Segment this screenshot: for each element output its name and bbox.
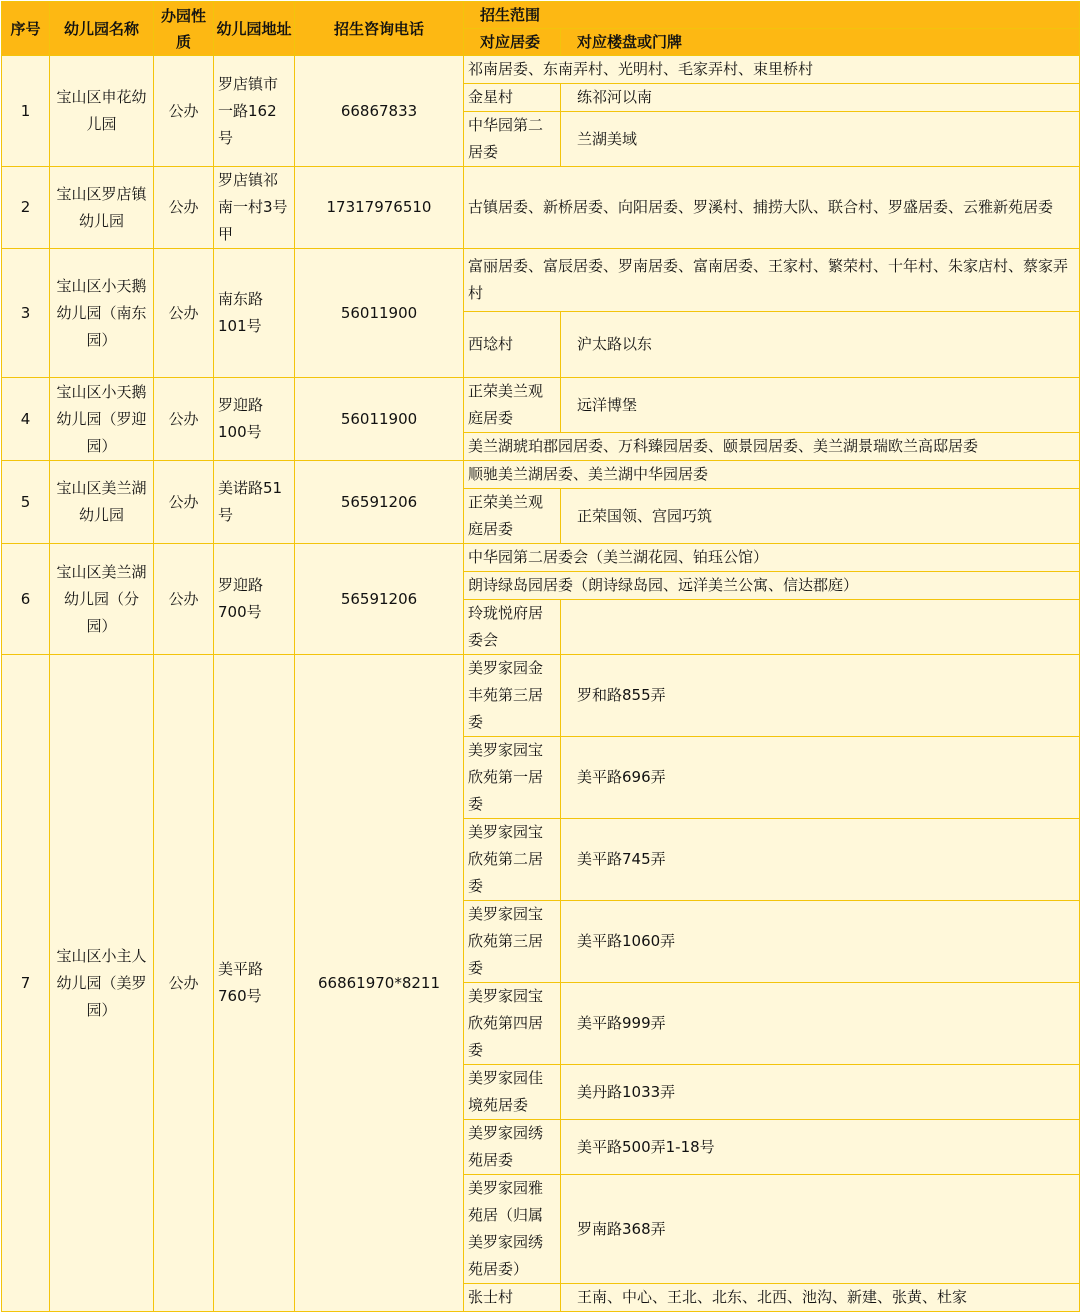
- cell-committee: 金星村: [464, 84, 561, 112]
- enrollment-table: [1, 1, 1080, 1312]
- cell-committee: 美罗家园宝欣苑第四居委: [464, 983, 561, 1065]
- cell-building: 罗南路368弄: [561, 1175, 1080, 1284]
- cell-building: 美平路999弄: [561, 983, 1080, 1065]
- cell-nature: 公办: [154, 56, 214, 167]
- cell-phone: 66867833: [295, 56, 464, 167]
- cell-committee: 美罗家园佳境苑居委: [464, 1065, 561, 1120]
- cell-building: 美丹路1033弄: [561, 1065, 1080, 1120]
- cell-no: 3: [2, 249, 50, 378]
- header-address: 幼儿园地址: [214, 2, 295, 56]
- cell-phone: 56591206: [295, 544, 464, 655]
- cell-scope-full: 顺驰美兰湖居委、美兰湖中华园居委: [464, 461, 1080, 489]
- cell-phone: 56011900: [295, 378, 464, 461]
- cell-building: [561, 600, 1080, 655]
- cell-scope-full: 中华园第二居委会（美兰湖花园、铂珏公馆）: [464, 544, 1080, 572]
- cell-committee: 正荣美兰观庭居委: [464, 378, 561, 433]
- cell-committee: 美罗家园宝欣苑第三居委: [464, 901, 561, 983]
- cell-building: 美平路500弄1-18号: [561, 1120, 1080, 1175]
- cell-nature: 公办: [154, 378, 214, 461]
- cell-no: 4: [2, 378, 50, 461]
- cell-scope-full: 富丽居委、富辰居委、罗南居委、富南居委、王家村、繁荣村、十年村、朱家店村、蔡家弄村: [464, 249, 1080, 312]
- cell-building: 兰湖美域: [561, 112, 1080, 167]
- cell-name: 宝山区美兰湖幼儿园: [50, 461, 154, 544]
- cell-phone: 56011900: [295, 249, 464, 378]
- cell-address: 罗店镇市一路162号: [214, 56, 295, 167]
- cell-building: 远洋博堡: [561, 378, 1080, 433]
- cell-no: 7: [2, 655, 50, 1312]
- cell-committee: 美罗家园金丰苑第三居委: [464, 655, 561, 737]
- cell-building: 罗和路855弄: [561, 655, 1080, 737]
- cell-committee: 玲珑悦府居委会: [464, 600, 561, 655]
- cell-no: 2: [2, 167, 50, 249]
- cell-scope-full: 朗诗绿岛园居委（朗诗绿岛园、远洋美兰公寓、信达郡庭）: [464, 572, 1080, 600]
- cell-committee: 张士村: [464, 1284, 561, 1312]
- header-building: 对应楼盘或门牌: [561, 29, 1080, 56]
- cell-committee: 美罗家园宝欣苑第一居委: [464, 737, 561, 819]
- cell-building: 练祁河以南: [561, 84, 1080, 112]
- cell-nature: 公办: [154, 249, 214, 378]
- cell-name: 宝山区申花幼儿园: [50, 56, 154, 167]
- cell-building: 沪太路以东: [561, 312, 1080, 378]
- cell-nature: 公办: [154, 167, 214, 249]
- cell-committee: 西埝村: [464, 312, 561, 378]
- cell-nature: 公办: [154, 655, 214, 1312]
- cell-scope-full: 祁南居委、东南弄村、光明村、毛家弄村、束里桥村: [464, 56, 1080, 84]
- cell-address: 罗迎路700号: [214, 544, 295, 655]
- cell-no: 5: [2, 461, 50, 544]
- cell-committee: 美罗家园绣苑居委: [464, 1120, 561, 1175]
- cell-nature: 公办: [154, 461, 214, 544]
- header-scope: 招生范围: [464, 2, 1080, 29]
- cell-nature: 公办: [154, 544, 214, 655]
- cell-name: 宝山区美兰湖幼儿园（分园）: [50, 544, 154, 655]
- cell-address: 罗店镇祁南一村3号甲: [214, 167, 295, 249]
- cell-committee: 美罗家园雅苑居（归属美罗家园绣苑居委）: [464, 1175, 561, 1284]
- cell-building: 正荣国领、宫园巧筑: [561, 489, 1080, 544]
- header-no: 序号: [2, 2, 50, 56]
- cell-no: 1: [2, 56, 50, 167]
- cell-address: 南东路101号: [214, 249, 295, 378]
- header-phone: 招生咨询电话: [295, 2, 464, 56]
- cell-name: 宝山区小天鹅幼儿园（罗迎园）: [50, 378, 154, 461]
- cell-building: 王南、中心、王北、北东、北西、池沟、新建、张黄、杜家: [561, 1284, 1080, 1312]
- cell-phone: 56591206: [295, 461, 464, 544]
- cell-name: 宝山区小主人幼儿园（美罗园）: [50, 655, 154, 1312]
- header-nature: 办园性质: [154, 2, 214, 56]
- cell-phone: 66861970*8211: [295, 655, 464, 1312]
- cell-scope-full: 美兰湖琥珀郡园居委、万科臻园居委、颐景园居委、美兰湖景瑞欧兰高邸居委: [464, 433, 1080, 461]
- cell-committee: 中华园第二居委: [464, 112, 561, 167]
- cell-committee: 正荣美兰观庭居委: [464, 489, 561, 544]
- cell-building: 美平路745弄: [561, 819, 1080, 901]
- header-name: 幼儿园名称: [50, 2, 154, 56]
- header-committee: 对应居委: [464, 29, 561, 56]
- cell-building: 美平路1060弄: [561, 901, 1080, 983]
- cell-scope-full: 古镇居委、新桥居委、向阳居委、罗溪村、捕捞大队、联合村、罗盛居委、云雅新苑居委: [464, 167, 1080, 249]
- cell-phone: 17317976510: [295, 167, 464, 249]
- cell-address: 罗迎路100号: [214, 378, 295, 461]
- cell-name: 宝山区罗店镇幼儿园: [50, 167, 154, 249]
- cell-address: 美平路760号: [214, 655, 295, 1312]
- cell-building: 美平路696弄: [561, 737, 1080, 819]
- cell-name: 宝山区小天鹅幼儿园（南东园）: [50, 249, 154, 378]
- cell-no: 6: [2, 544, 50, 655]
- cell-address: 美诺路51号: [214, 461, 295, 544]
- cell-committee: 美罗家园宝欣苑第二居委: [464, 819, 561, 901]
